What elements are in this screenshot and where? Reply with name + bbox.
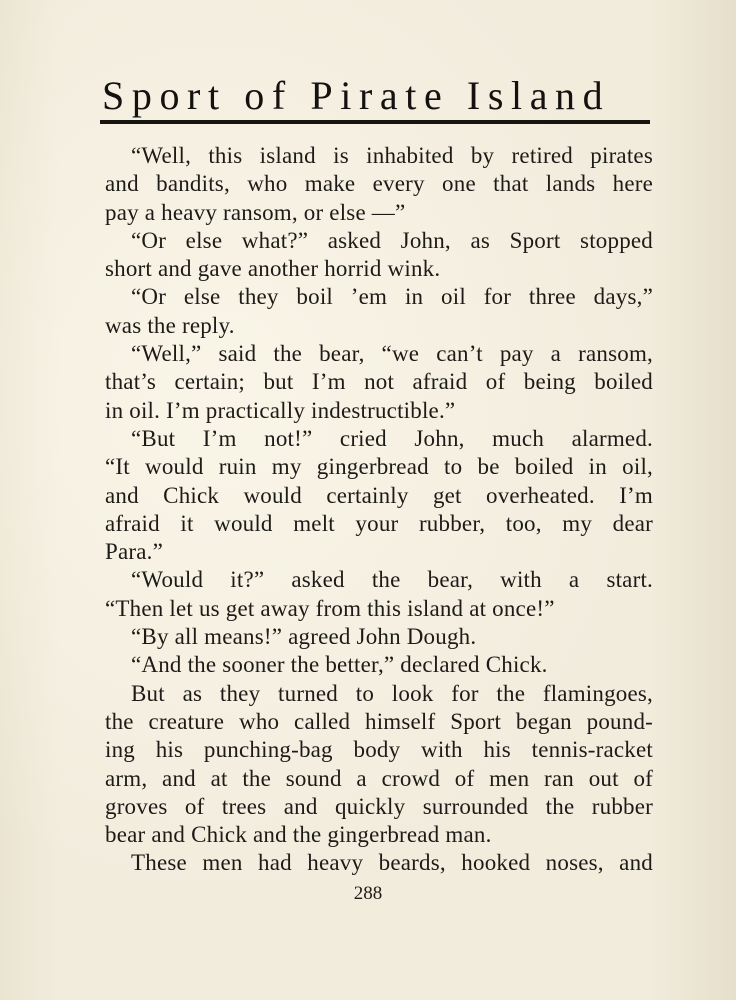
text-line: “Or else what?” asked John, as Sport stopped <box>131 227 653 253</box>
text-line: arm, and at the sound a crowd of men ran out of <box>105 765 653 791</box>
header-rule <box>100 120 650 124</box>
text-line: groves of trees and quickly surrounded the rubber <box>105 793 653 819</box>
text-line: “Well, this island is inhabited by retired pirates <box>131 143 653 168</box>
text-line: “Would it?” asked the bear, with a start. <box>131 567 653 593</box>
text-line: Para.” <box>105 539 164 565</box>
text-line: was the reply. <box>105 312 235 338</box>
page-number: 288 <box>353 883 383 904</box>
text-line: pay a heavy ransom, or else —” <box>105 199 406 225</box>
text-line: and Chick would certainly get overheated. I’m <box>105 482 653 508</box>
text-line: But as they turned to look for the flamingoes, <box>131 680 653 706</box>
text-line: “Or else they boil ’em in oil for three days,” <box>131 284 653 310</box>
text-line: the creature who called himself Sport began pound- <box>105 708 653 734</box>
running-head-title: Sport of Pirate Island <box>102 73 611 118</box>
running-head <box>102 72 650 120</box>
text-line: “By all means!” agreed John Dough. <box>131 624 477 650</box>
text-line: in oil. I’m practically indestructible.” <box>105 397 456 423</box>
text-line: bear and Chick and the gingerbread man. <box>105 822 492 848</box>
text-line: “But I’m not!” cried John, much alarmed. <box>131 425 653 451</box>
text-line: “It would ruin my gingerbread to be boiled in oil, <box>105 454 653 480</box>
text-line: ing his punching-bag body with his tennis-racket <box>105 737 653 763</box>
text-line: short and gave another horrid wink. <box>105 256 441 282</box>
text-line: afraid it would melt your rubber, too, my dear <box>105 510 653 536</box>
text-line: “Well,” said the bear, “we can’t pay a ransom, <box>131 341 653 367</box>
text-line: “And the sooner the better,” declared Chick. <box>131 652 548 678</box>
text-line: These men had heavy beards, hooked noses, and <box>131 850 653 876</box>
body-text <box>105 142 653 878</box>
text-line: and bandits, who make every one that lands here <box>105 171 653 197</box>
text-line: “Then let us get away from this island at once!” <box>105 595 555 621</box>
text-line: that’s certain; but I’m not afraid of being boiled <box>105 369 653 395</box>
